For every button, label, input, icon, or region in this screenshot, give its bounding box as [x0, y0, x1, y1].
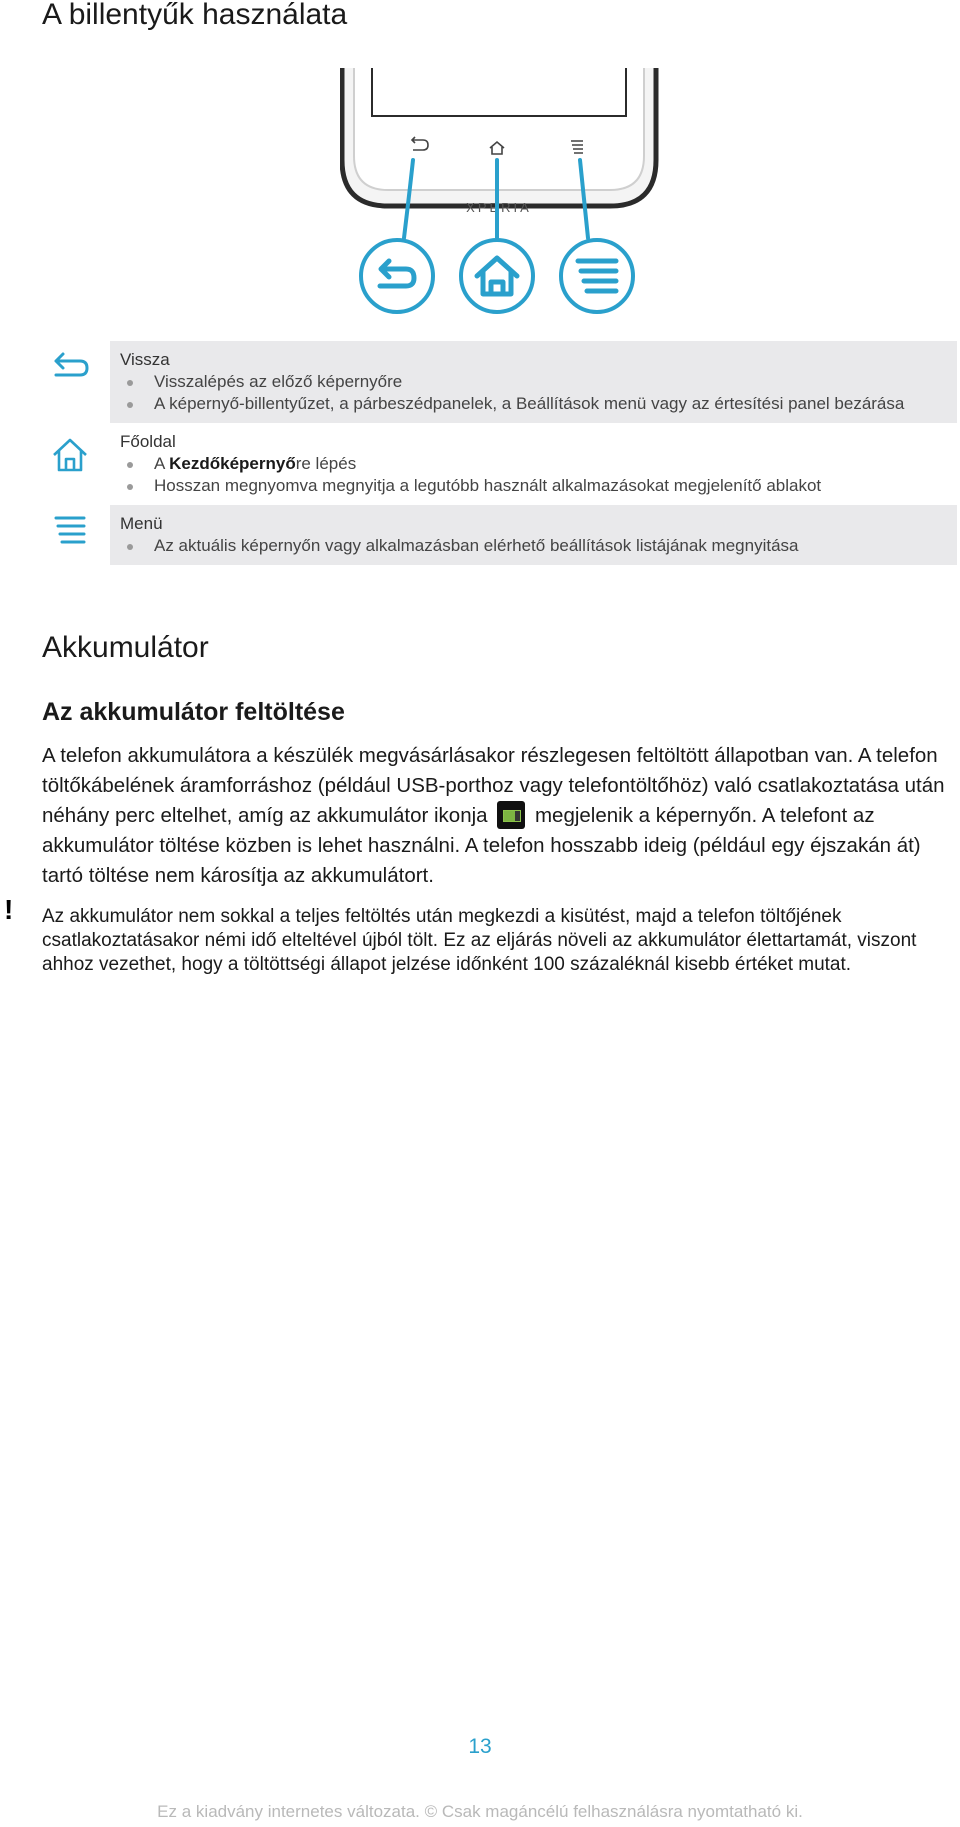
phone-keys-illustration	[340, 68, 660, 318]
battery-charging-icon	[497, 801, 525, 829]
home-screen-term: Kezdőképernyő	[169, 454, 296, 473]
battery-note: Az akkumulátor nem sokkal a teljes feltöltés után megkezdi a kisütést, majd a telefon töltőjének csatlakoztatásakor némi idő elteltével újból tölt. Ez az eljárás növeli az akkumulátor élettartamát, viszont ahhoz vezethet, hogy a töltöttségi állapot jelzése időnként 100 százaléknál kisebb értéket mutat.	[42, 906, 917, 975]
section-subtitle: Az akkumulátor feltöltése	[42, 698, 345, 726]
footer-text: Ez a kiadvány internetes változata. © Csak magáncélú felhasználásra nyomtatható ki.	[157, 1802, 803, 1821]
key-row-menu	[42, 505, 957, 565]
brand-label: XPERIA	[466, 200, 532, 215]
key-row-back	[42, 341, 957, 423]
page-number: 13	[468, 1735, 492, 1758]
list-item: Hosszan megnyomva megnyitja a legutóbb használt alkalmazásokat megjelenítő ablakot	[120, 475, 947, 497]
back-key-label: Vissza	[120, 350, 170, 369]
section-title: Akkumulátor	[42, 631, 209, 664]
list-item: A képernyő-billentyűzet, a párbeszédpanelek, a Beállítások menü vagy az értesítési panel bezárása	[120, 393, 947, 415]
warning-icon: !	[4, 894, 14, 925]
page-title: A billentyűk használata	[42, 0, 348, 31]
menu-key-label: Menü	[120, 514, 163, 533]
keys-table	[42, 341, 957, 565]
list-item: A Kezdőképernyőre lépés	[120, 453, 947, 475]
home-icon	[42, 423, 110, 505]
menu-icon	[42, 505, 110, 565]
list-item: Visszalépés az előző képernyőre	[120, 371, 947, 393]
charging-paragraph: A telefon akkumulátora a készülék megvásárlásakor részlegesen feltöltött állapotban van. A telefon töltőkábelének áramforráshoz (például USB-porthoz vagy telefontöltőhöz) való csatlakoztatása után néhány perc eltelhet, amíg az akkumulátor ikonja megjelenik a képernyőn. A telefont az akkumulátor töltése közben is lehet használni. A telefon hosszabb ideig (például egy éjszakán át) tartó töltése nem károsítja az akkumulátort.	[42, 744, 945, 887]
list-item: Az aktuális képernyőn vagy alkalmazásban elérhető beállítások listájának megnyitása	[120, 535, 947, 557]
back-arrow-icon	[42, 341, 110, 423]
home-key-label: Főoldal	[120, 432, 176, 451]
key-row-home	[42, 423, 957, 505]
